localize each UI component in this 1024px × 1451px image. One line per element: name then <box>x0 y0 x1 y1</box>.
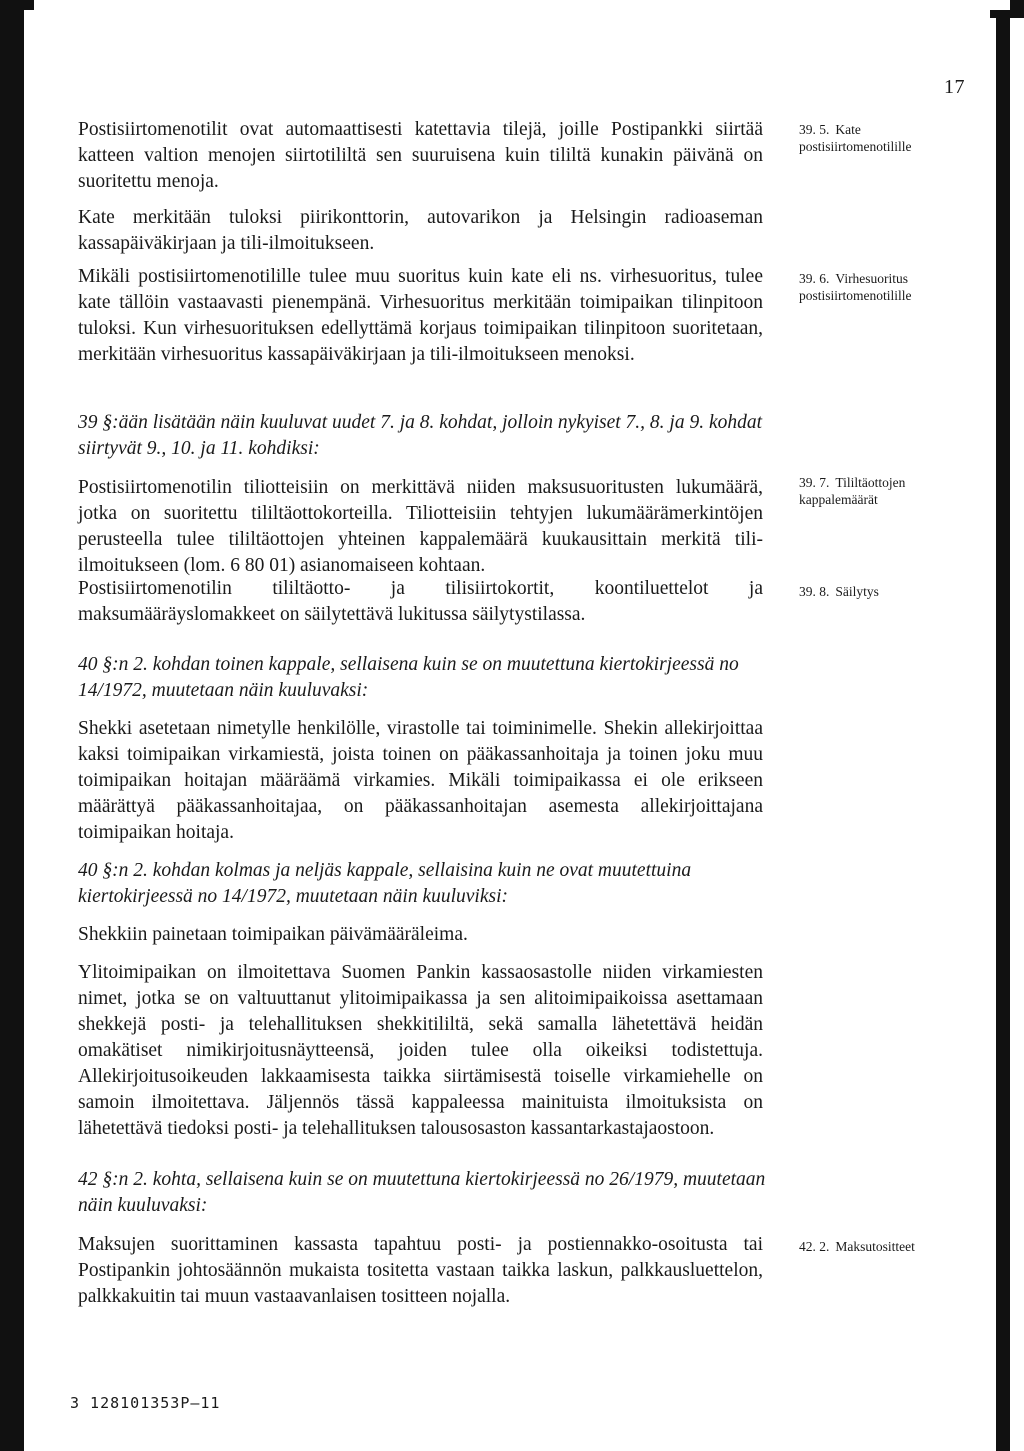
margin-note-number: 39. 8. <box>799 584 830 599</box>
page-number: 17 <box>944 76 965 98</box>
amendment-heading-40-a: 40 §:n 2. kohdan toinen kappale, sellaisena kuin se on muutettuna kiertokirjeessä no 14/1972, muutetaan näin kuuluvaksi: <box>78 654 739 701</box>
margin-note-39-5 <box>799 121 969 155</box>
amendment-heading-39: 39 §:ään lisätään näin kuuluvat uudet 7. ja 8. kohdat, jolloin nykyiset 7., 8. ja 9. kohdat siirtyvät 9., 10. ja 11. kohdiksi: <box>78 412 763 459</box>
margin-note-text: Säilytys <box>835 584 879 599</box>
margin-note-39-6 <box>799 270 969 304</box>
margin-note-number: 39. 7. <box>799 475 830 490</box>
scan-border-right-cap <box>990 10 1024 18</box>
margin-note-text: Tililtäottojen kappalemäärät <box>799 475 906 507</box>
scan-border-left <box>0 0 24 1451</box>
margin-note-text: Virhesuoritus postisiirtomenotilille <box>799 271 912 303</box>
paragraph-virhesuoritus: Mikäli postisiirtomenotilille tulee muu suoritus kuin kate eli ns. virhesuoritus, tulee kate tällöin vastaavasti pienempänä. Virhesuoritus merkitään toimipaikan tilinpitoon tuloksi. Kun virhesuorituksen edellyttämä korjaus toimipaikan tilinpitoon suoritetaan, merkitään virhesuoritus kassapäiväkirjaan ja tili-ilmoitukseen menoksi. <box>78 266 763 365</box>
margin-note-42-2 <box>799 1238 969 1255</box>
paragraph-kate-description: Postisiirtomenotilit ovat automaattisesti katettavia tilejä, joille Postipankki siirtää katteen valtion menojen siirtotililtä sen suuruisena kuin tililtä kunakin päivänä on suoritettu menoja. <box>78 119 763 192</box>
paragraph-paivamaaraleima: Shekkiin painetaan toimipaikan päivämääräleima. <box>78 924 468 945</box>
scan-border-right <box>996 18 1010 1451</box>
margin-note-39-7 <box>799 474 969 508</box>
amendment-heading-42: 42 §:n 2. kohta, sellaisena kuin se on muutettuna kiertokirjeessä no 26/1979, muutetaan näin kuuluvaksi: <box>78 1169 766 1216</box>
margin-note-number: 39. 5. <box>799 122 830 137</box>
margin-note-text: Maksutositteet <box>835 1239 915 1254</box>
margin-note-number: 39. 6. <box>799 271 830 286</box>
margin-note-text: Kate postisiirtomenotilille <box>799 122 912 154</box>
paragraph-maksujen-suorittaminen: Maksujen suorittaminen kassasta tapahtuu posti- ja postiennakko-osoitusta tai Postipankin johtosäännön mukaista tositetta vastaan taikka laskun, palkkausluettelon, palkkakuitin tai muun vastaavanlaisen tositteen nojalla. <box>78 1234 763 1307</box>
footer-print-code: 3 128101353P—11 <box>70 1394 221 1412</box>
paragraph-nimikirjoitukset: Ylitoimipaikan on ilmoitettava Suomen Pankin kassaosastolle niiden virkamiesten nimet, jotka se on valtuuttanut ylitoimipaikassa ja sen alitoimipaikoissa asettamaan shekkejä posti- ja telehallituksen shekkitililtä, sekä samalla lähetettävä heidän omakätiset nimikirjoitusnäytteensä, joiden tulee olla oikeiksi todistettuja. Allekirjoitusoikeuden lakkaamisesta taikka siirtämisestä toiselle virkamiehelle on samoin ilmoitettava. Jäljennös tässä kappaleessa mainituista ilmoituksista on lähetettävä tiedoksi posti- ja telehallituksen talousosaston kassantarkastajaostoon. <box>78 962 763 1139</box>
margin-note-39-8 <box>799 583 969 600</box>
scan-border-top-left <box>0 0 34 10</box>
paragraph-sailytys: Postisiirtomenotilin tililtäotto- ja tilisiirtokortit, koontiluettelot ja maksumääräyslomakkeet on säilytettävä lukitussa säilytystilassa. <box>78 578 763 625</box>
paragraph-tiliotteet: Postisiirtomenotilin tiliotteisiin on merkittävä niiden maksusuoritusten lukumäärä, jotka on suoritettu tililtäottokorteilla. Tiliotteisiin tehtyjen lukumäärämerkintöjen perusteella tulee tililtäottojen yhteinen kappalemäärä kuukausittain merkitä tili-ilmoitukseen (lom. 6 80 01) asianomaiseen kohtaan. <box>78 477 763 576</box>
amendment-heading-40-b: 40 §:n 2. kohdan kolmas ja neljäs kappale, sellaisina kuin ne ovat muutettuina kiertokirjeessä no 14/1972, muutetaan näin kuuluviksi: <box>78 860 692 907</box>
margin-note-number: 42. 2. <box>799 1239 830 1254</box>
paragraph-shekki-allekirjoitus: Shekki asetetaan nimetylle henkilölle, virastolle tai toiminimelle. Shekin allekirjoittaa kaksi toimipaikan virkamiestä, joista toinen on pääkassanhoitaja ja toinen joku muu toimipaikan hoitajan määräämä virkamies. Mikäli toimipaikassa ei ole erikseen määrättyä pääkassanhoitajaa, on pääkassanhoitajan asemesta allekirjoittajana toimipaikan hoitaja. <box>78 718 763 843</box>
paragraph-kate-recording: Kate merkitään tuloksi piirikonttorin, autovarikon ja Helsingin radioaseman kassapäiväkirjaan ja tili-ilmoitukseen. <box>78 207 763 254</box>
